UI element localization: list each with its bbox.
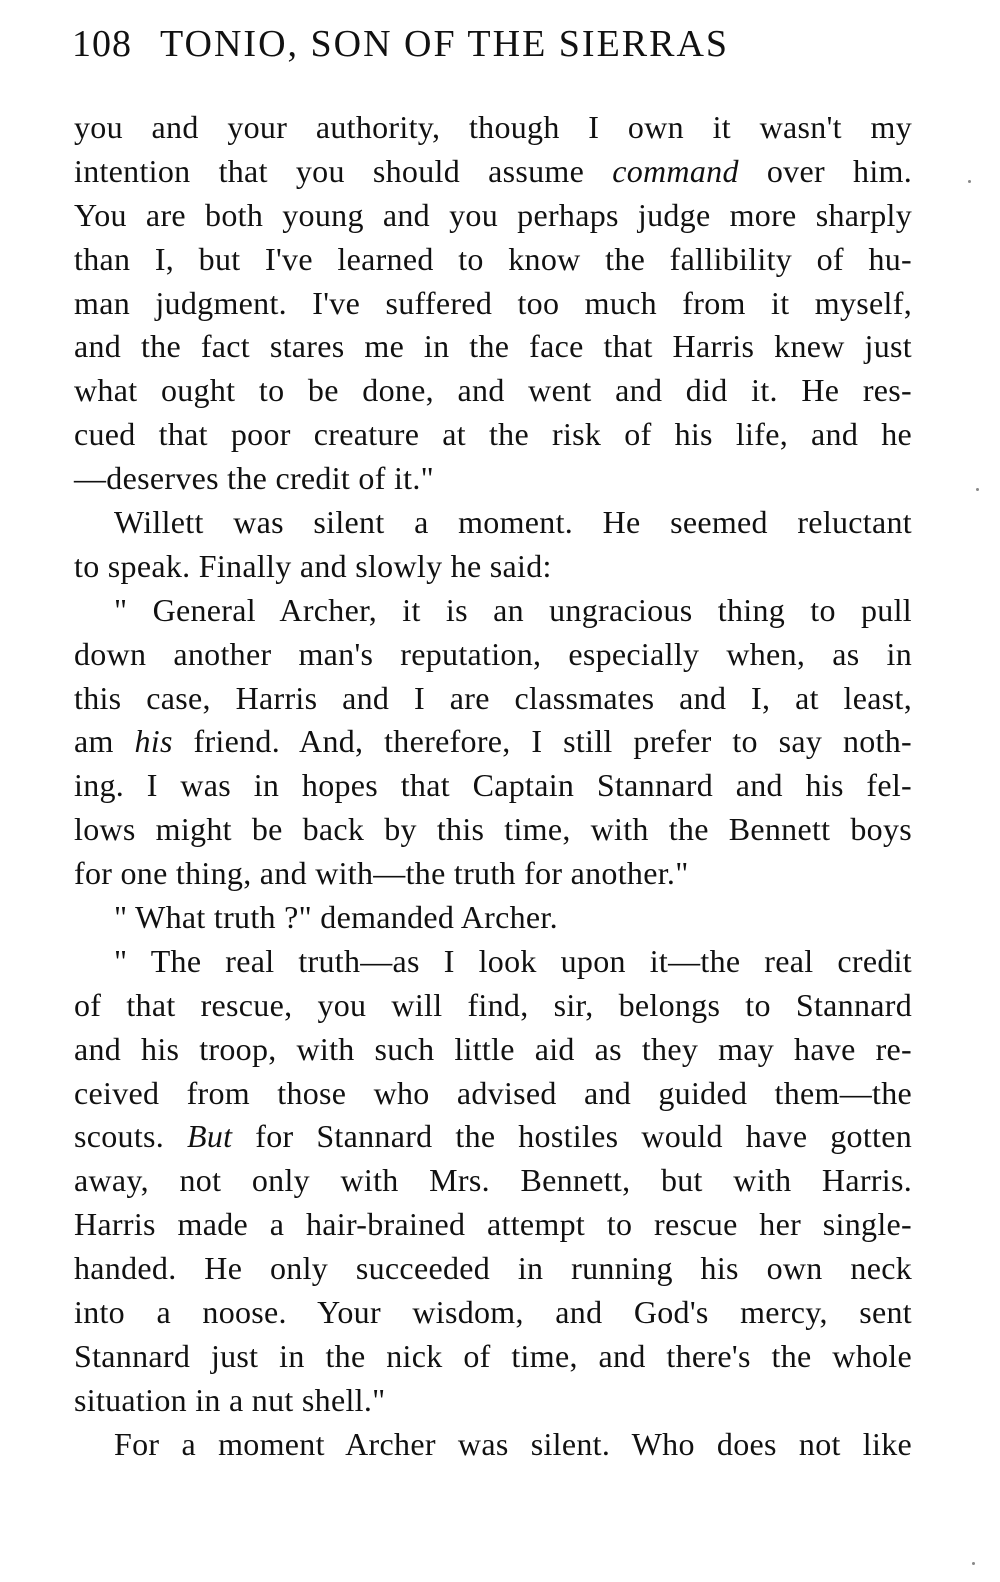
text-line: ing. I was in hopes that Captain Stannard and his fel-: [74, 767, 912, 804]
text-run: for Stannard the hostiles would have gotten: [232, 1118, 913, 1155]
text-line: than I, but I've learned to know the fallibility of hu-: [74, 240, 912, 277]
body-text: [74, 106, 912, 1467]
running-head: [72, 22, 932, 78]
scan-speck: [976, 488, 979, 491]
text-line: for one thing, and with—the truth for another.": [74, 855, 689, 892]
text-line: this case, Harris and I are classmates and I, at least,: [74, 679, 912, 716]
text-line: and the fact stares me in the face that Harris knew just: [74, 328, 912, 365]
text-line: into a noose. Your wisdom, and God's mercy, sent: [74, 1294, 912, 1331]
text-line: away, not only with Mrs. Bennett, but with Harris.: [74, 1162, 912, 1199]
text-line: [74, 720, 912, 764]
page-number: 108: [72, 23, 132, 65]
text-line: [74, 1115, 912, 1159]
text-line: Willett was silent a moment. He seemed reluctant: [114, 504, 912, 541]
text-line: you and your authority, though I own it wasn't my: [74, 109, 912, 145]
text-line: down another man's reputation, especially when, as in: [74, 635, 912, 672]
text-run: over him.: [738, 152, 912, 189]
text-line: [74, 150, 912, 194]
scan-speck: [972, 1562, 975, 1565]
emphasis: his: [134, 723, 173, 760]
text-line: and his troop, with such little aid as they may have re-: [74, 1030, 912, 1067]
text-line: what ought to be done, and went and did it. He res-: [74, 372, 912, 409]
text-line: man judgment. I've suffered too much from it myself,: [74, 284, 912, 321]
text-line: lows might be back by this time, with the Bennett boys: [74, 811, 912, 848]
text-line: You are both young and you perhaps judge more sharply: [74, 196, 912, 233]
text-line: " What truth ?" demanded Archer.: [114, 899, 558, 936]
text-run: scouts.: [74, 1118, 187, 1155]
text-line: ceived from those who advised and guided them—the: [74, 1074, 912, 1111]
text-run: friend. And, therefore, I still prefer to say noth-: [172, 723, 912, 760]
text-line: of that rescue, you will find, sir, belongs to Stannard: [74, 986, 912, 1023]
text-line: handed. He only succeeded in running his own neck: [74, 1250, 912, 1287]
text-line: situation in a nut shell.": [74, 1381, 386, 1418]
running-title: TONIO, SON OF THE SIERRAS: [160, 23, 730, 65]
text-run: am: [74, 723, 135, 760]
text-run: intention that you should assume: [74, 152, 613, 189]
scan-speck: [968, 180, 971, 183]
text-line: cued that poor creature at the risk of his life, and he: [74, 416, 912, 453]
text-line: " General Archer, it is an ungracious thing to pull: [114, 591, 912, 628]
text-line: " The real truth—as I look upon it—the real credit: [114, 942, 912, 979]
text-line: Harris made a hair-brained attempt to rescue her single-: [74, 1206, 912, 1243]
text-line: For a moment Archer was silent. Who does not like: [114, 1425, 912, 1462]
emphasis: command: [612, 152, 739, 189]
text-line: to speak. Finally and slowly he said:: [74, 547, 552, 584]
text-line: —deserves the credit of it.": [74, 460, 435, 497]
text-line: Stannard just in the nick of time, and there's the whole: [74, 1337, 912, 1374]
emphasis: But: [187, 1118, 233, 1155]
